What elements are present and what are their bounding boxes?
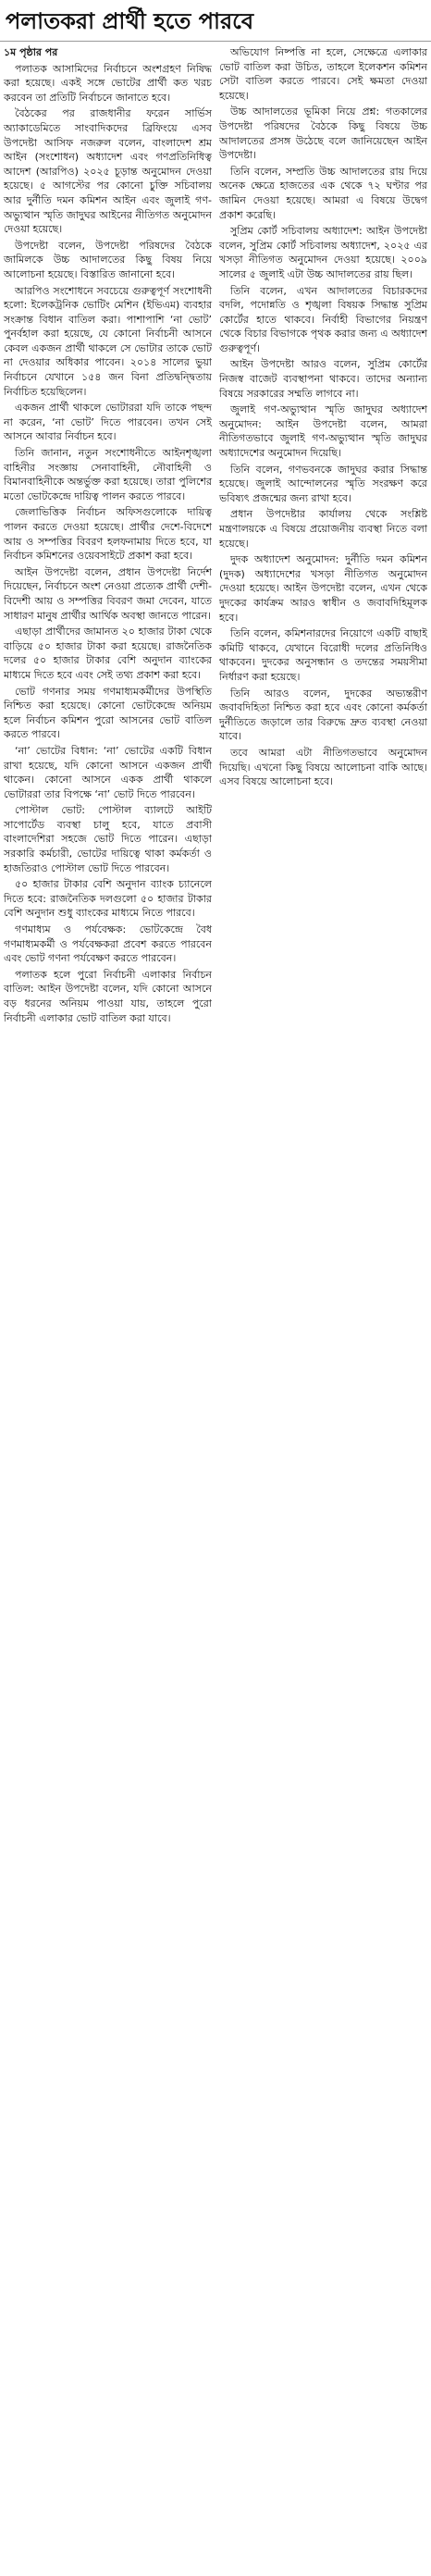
left-paragraph: একজন প্রার্থী থাকলে ভোটাররা যদি তাকে পছন্দ না করেন, ‘না ভোট’ দিতে পারবেন। তখন সেই আসনে আবার নির্বাচন হবে। (4, 402, 212, 443)
right-paragraph: সুপ্রিম কোর্ট সচিবালয় অধ্যাদেশ: আইন উপদেষ্টা বলেন, সুপ্রিম কোর্ট সচিবালয় অধ্যাদেশ, ২০২৫ এর খসড়া নীতিগত অনুমোদন দেওয়া হয়েছে। ২০০৯ সালের ৫ জুলাই এটা উচ্চ আদালতের রায় ছিল। (219, 225, 427, 280)
left-paragraph: গণমাধ্যম ও পর্যবেক্ষক: ভোটকেন্দ্রে বৈধ গণমাধ্যমকর্মী ও পর্যবেক্ষকরা প্রবেশ করতে পারবেন এবং ভোট গণনা পর্যবেক্ষণ করতে পারবেন। (4, 923, 212, 965)
right-paragraph: উচ্চ আদালতের ভূমিকা নিয়ে প্রশ্ন: গতকালের উপদেষ্টা পরিষদের বৈঠকে কিছু বিষয়ে উচ্চ আদালতের প্রসঙ্গ উঠেছে বলে জানিয়েছেন আইন উপদেষ্টা। (219, 105, 427, 162)
right-paragraph: তিনি বলেন, কমিশনারদের নিয়োগে একটি বাছাই কমিটি থাকবে, যেখানে বিরোধী দলের প্রতিনিধিও থাকবেন। দুদকের অনুসন্ধান ও তদন্তের সময়সীমা নির্ধারণ করা হয়েছে। (219, 627, 427, 683)
left-paragraph: ‘না’ ভোটের বিধান: ‘না’ ভোটের একটি বিধান রাখা হয়েছে, যদি কোনো আসনে একজন প্রার্থী থাকেন। কোনো আসনে একক প্রার্থী থাকলে ভোটাররা তার বিপক্ষে ‘না’ ভোট দিতে পারবেন। (4, 744, 212, 800)
left-paragraph: উপদেষ্টা বলেন, উপদেষ্টা পরিষদের বৈঠকে জামিলকে উচ্চ আদালতের কিছু বিষয় নিয়ে আলোচনা হয়েছে। বিস্তারিত জানানো হবে। (4, 239, 212, 280)
right-paragraph: তিনি আরও বলেন, দুদকের অভ্যন্তরীণ জবাবদিহিতা নিশ্চিত করা হবে এবং কোনো কর্মকর্তা দুর্নীতিতে জড়ালে তার বিরুদ্ধে দ্রুত ব্যবস্থা নেওয়া যাবে। (219, 687, 427, 743)
left-paragraph: বৈঠকের পর রাজধানীর ফরেন সার্ভিস অ্যাকাডেমিতে সাংবাদিকদের ব্রিফিংয়ে এসব উপদেষ্টা আসিফ নজরুল বলেন, বাংলাদেশ শ্রম আইন (সংশোধন) অধ্যাদেশ এবং গণপ্রতিনিধিত্ব আদেশ (আরপিও) ২০২৫ চূড়ান্ত অনুমোদন দেওয়া হয়েছে। ৫ আগস্টের পর কোনো চুক্তি সচিবালয় আর দুর্নীতি দমন কমিশন আইন এবং জুলাই গণ-অভ্যুত্থান স্মৃতি জাদুঘর আইনের নীতিগত অনুমোদন দেওয়া হয়েছে। (4, 107, 212, 236)
left-column (4, 45, 212, 1027)
left-paragraph: আইন উপদেষ্টা বলেন, প্রধান উপদেষ্টা নির্দেশ দিয়েছেন, নির্বাচনে অংশ নেওয়া প্রত্যেক প্রার্থী দেশী-বিদেশী আয় ও সম্পত্তির বিবরণ জমা দেবেন, যাতে সাধারণ মানুষ প্রার্থীর আর্থিক অবস্থা জানতে পারেন। (4, 565, 212, 622)
left-paragraph: ভোট গণনার সময় গণমাধ্যমকর্মীদের উপস্থিতি নিশ্চিত করা হয়েছে। কোনো ভোটকেন্দ্রে অনিয়ম হলে নির্বাচন কমিশন পুরো আসনের ভোট বাতিল করতে পারবে। (4, 685, 212, 741)
right-paragraph: তিনি বলেন, সম্প্রতি উচ্চ আদালতের রায় দিয়ে অনেক ক্ষেত্রে হাজতের এক থেকে ৭২ ঘণ্টার পর জামিন দেওয়া হয়েছে। আমরা এ বিষয়ে উদ্বেগ প্রকাশ করেছি। (219, 165, 427, 221)
right-column (219, 45, 427, 1027)
right-paragraph: তিনি বলেন, গণভবনকে জাদুঘর করার সিদ্ধান্ত হয়েছে। জুলাই আন্দোলনের স্মৃতি সংরক্ষণ করে ভবিষ্যৎ প্রজন্মের জন্য রাখা হবে। (219, 463, 427, 504)
left-paragraph: তিনি জানান, নতুন সংশোধনীতে আইনশৃঙ্খলা বাহিনীর সংজ্ঞায় সেনাবাহিনী, নৌবাহিনী ও বিমানবাহিনীকে অন্তর্ভুক্ত করা হয়েছে। তারা পুলিশের মতো ভোটকেন্দ্রে দায়িত্ব পালন করতে পারবে। (4, 447, 212, 502)
right-paragraph: প্রধান উপদেষ্টার কার্যালয় থেকে সংশ্লিষ্ট মন্ত্রণালয়কে এ বিষয়ে প্রয়োজনীয় ব্যবস্থা নিতে বলা হয়েছে। (219, 508, 427, 550)
left-paragraph: আরপিও সংশোধনে সবচেয়ে গুরুত্বপূর্ণ সংশোধনী হলো: ইলেকট্রনিক ভোটিং মেশিন (ইভিএম) ব্যবহার সংক্রান্ত বিধান বাতিল করা। পাশাপাশি ‘না ভোট’ পুনর্বহাল করা হয়েছে, যে কোনো নির্বাচনী আসনে কেবল একজন প্রার্থী থাকলে সে ভোটার তাকে ভোট না দেওয়ার অধিকার পাবেন। ২০১৪ সালের ভুয়া নির্বাচনে যেখানে ১৫৪ জন বিনা প্রতিদ্বন্দ্বিতায় নির্বাচিত হয়েছিলেন। (4, 284, 212, 398)
right-column-body (219, 45, 427, 789)
right-paragraph: তিনি বলেন, এখন আদালতের বিচারকদের বদলি, পদোন্নতি ও শৃঙ্খলা বিষয়ক সিদ্ধান্ত সুপ্রিম কোর্টের হাতে থাকবে। নির্বাহী বিভাগের নিয়ন্ত্রণ থেকে বিচার বিভাগকে পৃথক করার জন্য এ অধ্যাদেশ গুরুত্বপূর্ণ। (219, 284, 427, 354)
headline: পলাতকরা প্রার্থী হতে পারবে (0, 0, 431, 42)
left-paragraph: এছাড়া প্রার্থীদের জামানত ২০ হাজার টাকা থেকে বাড়িয়ে ৫০ হাজার টাকা করা হয়েছে। রাজনৈতিক দলের ৫০ হাজার টাকার বেশি অনুদান ব্যাংকের মাধ্যমে দিতে হবে এবং সেই তথ্য প্রকাশ করা হবে। (4, 625, 212, 681)
right-paragraph: জুলাই গণ-অভ্যুত্থান স্মৃতি জাদুঘর অধ্যাদেশ অনুমোদন: আইন উপদেষ্টা বলেন, আমরা নীতিগতভাবে জুলাই গণ-অভ্যুত্থান স্মৃতি জাদুঘর অধ্যাদেশের অনুমোদন দিয়েছি। (219, 403, 427, 460)
left-paragraph: পোস্টাল ভোট: পোস্টাল ব্যালটে আইটি সাপোর্টেড ব্যবস্থা চালু হবে, যাতে প্রবাসী বাংলাদেশিরা সহজে ভোট দিতে পারেন। এছাড়া সরকারি কর্মচারী, ভোটের দায়িত্বে থাকা কর্মকর্তা ও হাজতিরাও পোস্টাল ভোট দিতে পারবেন। (4, 804, 212, 874)
left-paragraph: ৫০ হাজার টাকার বেশি অনুদান ব্যাংক চ্যানেলে দিতে হবে: রাজনৈতিক দলগুলো ৫০ হাজার টাকার বেশি অনুদান শুধু ব্যাংকের মাধ্যমে নিতে পারবে। (4, 878, 212, 920)
left-paragraph: পলাতক আসামিদের নির্বাচনে অংশগ্রহণ নিষিদ্ধ করা হয়েছে। একই সঙ্গে ভোটের প্রার্থী কত খরচ করবেন তা প্রতিটি নির্বাচনে জানাতে হবে। (4, 62, 212, 104)
left-column-body (4, 62, 212, 1026)
right-paragraph: দুদক অধ্যাদেশ অনুমোদন: দুর্নীতি দমন কমিশন (দুদক) অধ্যাদেশের খসড়া নীতিগত অনুমোদন দেওয়া হয়েছে। আইন উপদেষ্টা বলেন, এখন থেকে দুদকের কার্যক্রম আরও স্বাধীন ও জবাবদিহিমূলক হবে। (219, 553, 427, 624)
continuation-note: ১ম পৃষ্ঠার পর (4, 46, 58, 58)
left-paragraph: পলাতক হলে পুরো নির্বাচনী এলাকার নির্বাচন বাতিল: আইন উপদেষ্টা বলেন, যদি কোনো আসনে বড় ধরনের অনিয়ম পাওয়া যায়, তাহলে পুরো নির্বাচনী এলাকার ভোট বাতিল করা যাবে। (4, 968, 212, 1024)
right-paragraph: আইন উপদেষ্টা আরও বলেন, সুপ্রিম কোর্টের নিজস্ব বাজেট ব্যবস্থাপনা থাকবে। তাদের অন্যান্য বিষয়ে সরকারের সম্মতি লাগবে না। (219, 358, 427, 400)
right-paragraph: অভিযোগ নিষ্পত্তি না হলে, সেক্ষেত্রে এলাকার ভোট বাতিল করা উচিত, তাহলে ইলেকশন কমিশন সেটা বাতিল করতে পারবে। সেই ক্ষমতা দেওয়া হয়েছে। (219, 46, 427, 102)
right-paragraph: তবে আমরা এটা নীতিগতভাবে অনুমোদন দিয়েছি। এখনো কিছু বিষয়ে আলোচনা বাকি আছে। এসব বিষয়ে আলোচনা হবে। (219, 746, 427, 788)
left-paragraph: জেলাভিত্তিক নির্বাচন অফিসগুলোকে দায়িত্ব পালন করতে দেওয়া হয়েছে। প্রার্থীর দেশে-বিদেশে আয় ও সম্পত্তির বিবরণ হলফনামায় দিতে হবে, যা নির্বাচন কমিশনের ওয়েবসাইটে প্রকাশ করা হবে। (4, 506, 212, 563)
article-columns (0, 42, 431, 1027)
